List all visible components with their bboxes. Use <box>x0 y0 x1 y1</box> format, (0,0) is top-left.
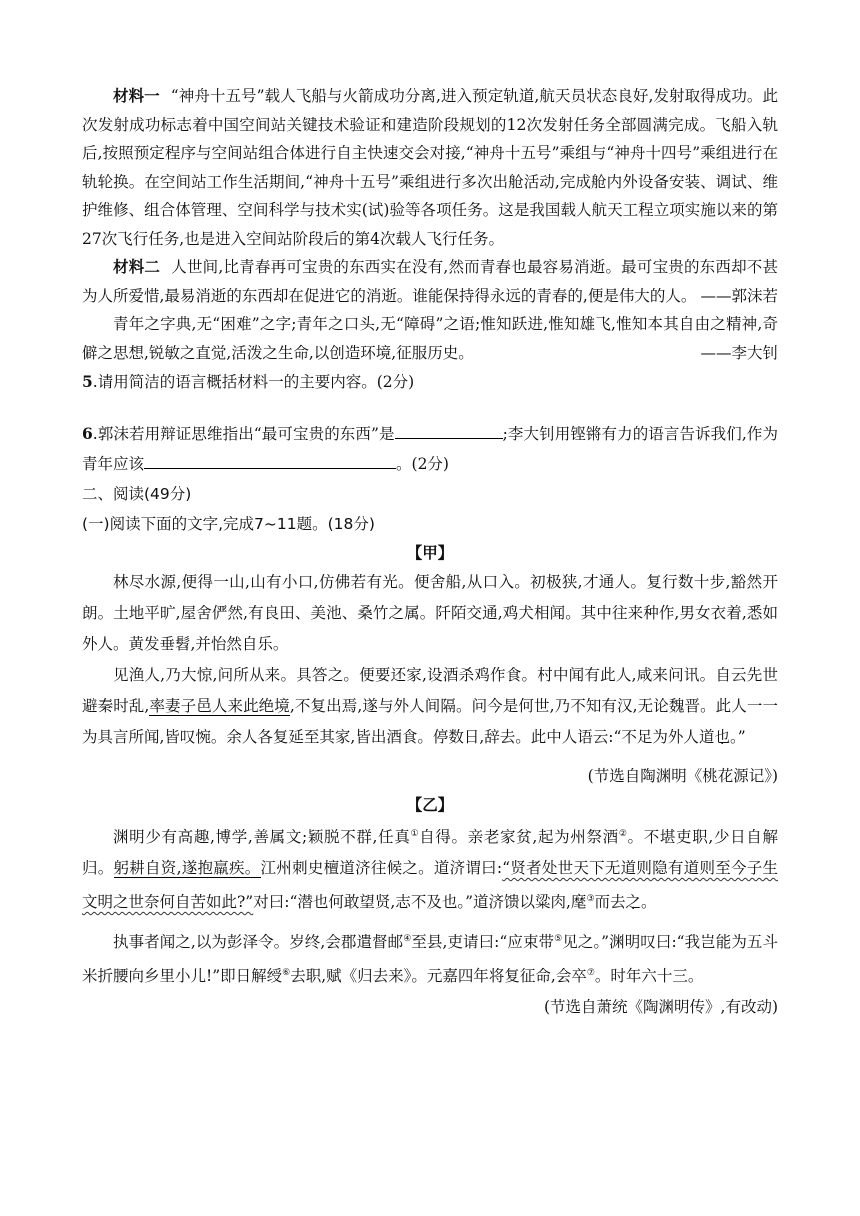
footnote-marker-6: ⑥ <box>282 968 291 978</box>
yi-p2-text-c: 见之。”渊明叹曰:“我岂能为五斗米折腰向乡里小儿!”即日解绶 <box>82 933 778 985</box>
answer-space-5[interactable] <box>82 397 778 419</box>
question-5-number: 5 <box>82 372 93 391</box>
material-one-label: 材料一 <box>113 87 160 105</box>
section-reading-heading: 二、阅读(49分) <box>82 485 192 503</box>
yi-dotted-char: 去 <box>610 893 626 911</box>
yi-wavy-underlined-sentence: “贤者处世天下无道则隐有道则至今子生文明之世奈何自苦如此?” <box>82 859 778 911</box>
footnote-marker-7: ⑦ <box>586 968 595 978</box>
footnote-marker-2: ② <box>618 829 628 839</box>
yi-underlined-sentence: 躬耕自资,遂抱羸疾。 <box>113 859 261 877</box>
material-two-label: 材料二 <box>113 258 161 276</box>
jia-p2-text-a: 见渔人,乃大惊,问所从来。具答之。便要还家,设酒杀鸡作食。村中闻有此人,咸来问讯。自云先世避秦时乱, <box>82 666 778 715</box>
passage-yi-source: (节选自萧统《陶渊明传》,有改动) <box>543 998 778 1016</box>
attribution-li-dazhao: ——李大钊 <box>700 343 778 362</box>
jia-dotted-char: 道 <box>698 728 715 746</box>
footnote-marker-1: ① <box>410 829 420 839</box>
answer-blank-1[interactable] <box>395 420 503 439</box>
passage-yi-paragraph-2 <box>82 924 778 992</box>
question-6-part-2: ;李大钊用铿锵有力的语言告诉我们,作为青年应该 <box>82 425 778 473</box>
material-one <box>82 82 778 253</box>
material-one-text: “神舟十五号”载人飞船与火箭成功分离,进入预定轨道,航天员状态良好,发射取得成功。此次发射成功标志着中国空间站关键技术验证和建造阶段规划的12次发射任务全部圆满完成。飞船入轨后,按照预定程序与空间站组合体进行自主快速交会对接,“神舟十五号”乘组与“神舟十四号”乘组进行在轨轮换。在空间站工作生活期间,“神舟十五号”乘组进行多次出舱活动,完成舱内外设备安装、调试、维护维修、组合体管理、空间科学与技术实(试)验等各项任务。这是我国载人航天工程立项实施以来的第27次飞行任务,也是进入空间站阶段后的第4次载人飞行任务。 <box>82 87 778 248</box>
li-dazhao-quote: 青年之字典,无“困难”之字;青年之口头,无“障碍”之语;惟知跃进,惟知雄飞,惟知本其自由之精神,奇僻之思想,锐敏之直觉,活泼之生命,以创造环境,征服历史。 <box>82 315 778 362</box>
passage-yi-title: 【乙】 <box>406 795 454 814</box>
yi-p1-text-d: 江州刺史檀道济往候之。道济谓曰: <box>260 859 503 877</box>
yi-p1-text-b: 自得。亲老家贫,起为州祭酒 <box>419 828 619 846</box>
subsection-heading: (一)阅读下面的文字,完成7~11题。(18分) <box>82 515 375 533</box>
passage-jia-title: 【甲】 <box>406 543 454 562</box>
yi-p2-text-e: 。时年六十三。 <box>594 967 704 985</box>
passage-jia-paragraph-2 <box>82 660 778 753</box>
jia-p2-text-b: ,不复出焉,遂与外人间隔。问今是何世,乃不知有汉,无论魏晋。此人一一为具言所闻,皆叹惋。余人各复延至其家,皆出酒食。停数日,辞去。此中人语云:“不足为外人 <box>82 697 778 746</box>
jia-p2-text-c: 也。” <box>714 728 746 746</box>
question-6-part-3: 。(2分) <box>396 455 449 473</box>
footnote-marker-3: ③ <box>586 894 595 904</box>
passage-jia-paragraph-1: 林尽水源,便得一山,山有小口,仿佛若有光。便舍船,从口入。初极狭,才通人。复行数十步,豁然开朗。土地平旷,屋舍俨然,有良田、美池、桑竹之属。阡陌交通,鸡犬相闻。其中往来种作,男女衣着,悉如外人。黄发垂髫,并怡然自乐。 <box>82 573 778 653</box>
yi-p1-text-h: 之。 <box>625 893 657 911</box>
footnote-marker-5: ⑤ <box>554 934 563 944</box>
yi-p1-text-e: 对曰:“潜也何敢望贤,志不及也。”道济馈以粱肉,麾 <box>253 893 587 911</box>
material-two-text-1: 人世间,比青春再可宝贵的东西实在没有,然而青春也最容易消逝。最可宝贵的东西却不甚为人所爱惜,最易消逝的东西却在促进它的消逝。谁能保持得永远的青春的,便是伟大的人。 <box>82 258 778 305</box>
yi-p2-text-a: 执事者闻之,以为彭泽令。岁终,会郡遣督邮 <box>113 933 404 951</box>
passage-yi-paragraph-1 <box>82 819 778 918</box>
yi-p2-text-b: 至县,吏请曰:“应束带 <box>411 933 555 951</box>
attribution-guo-moruo: ——郭沫若 <box>700 286 778 305</box>
question-6-part-1: .郭沫若用辩证思维指出“最可宝贵的东西”是 <box>92 425 395 443</box>
material-two <box>82 253 778 310</box>
question-6 <box>82 419 778 479</box>
question-5-text: .请用简洁的语言概括材料一的主要内容。(2分) <box>92 373 415 391</box>
yi-p1-text-c: 。不堪吏职,少日自解归。 <box>82 828 778 877</box>
answer-blank-2[interactable] <box>144 450 396 469</box>
yi-p1-text-f: 而 <box>594 893 611 911</box>
jia-underlined-sentence: 率妻子邑人来此绝境 <box>149 697 290 715</box>
yi-p1-text-a: 渊明少有高趣,博学,善属文;颖脱不群,任真 <box>113 828 411 846</box>
yi-p2-text-d: 去职,赋《归去来》。元嘉四年将复征命,会卒 <box>290 967 587 985</box>
passage-jia-source: (节选自陶渊明《桃花源记》) <box>587 767 778 785</box>
question-6-number: 6 <box>82 424 93 443</box>
footnote-marker-4: ④ <box>403 934 412 944</box>
question-5 <box>82 367 778 397</box>
page <box>82 82 778 1022</box>
